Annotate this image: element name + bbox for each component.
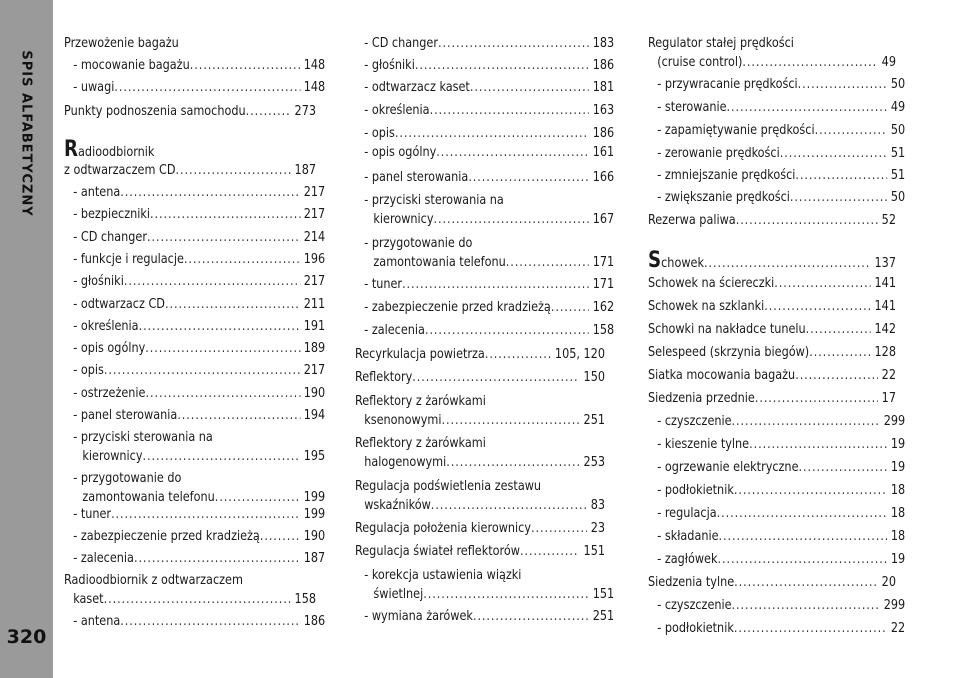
index-entry: Reflektory z żarówkami halogenowymi ..... 253 bbox=[355, 434, 605, 472]
index-entry: - głośniki ..... 186 bbox=[355, 56, 614, 75]
index-entry: - przygotowanie do zamontowania telefonu ..... 171 bbox=[355, 234, 614, 272]
index-entry: - odtwarzacz kaset ..... 181 bbox=[355, 78, 614, 97]
index-entry: - opis ..... 217 bbox=[64, 361, 325, 380]
index-entry: z odtwarzaczem CD ..... 187 bbox=[64, 161, 316, 180]
index-entry: - kieszenie tylne ..... 19 bbox=[648, 435, 905, 454]
index-entry: - panel sterowania ..... 166 bbox=[355, 168, 614, 187]
index-entry: Schowki na nakładce tunelu ..... 142 bbox=[648, 320, 896, 339]
index-entry: - regulacja ..... 18 bbox=[648, 504, 905, 523]
index-entry: - tuner ..... 199 bbox=[64, 505, 325, 524]
index-entry: Siedzenia tylne ..... 20 bbox=[648, 573, 896, 592]
index-entry: - zerowanie prędkości ..... 51 bbox=[648, 144, 905, 163]
index-entry: - podłokietnik ..... 22 bbox=[648, 619, 905, 638]
index-entry: - bezpieczniki ..... 217 bbox=[64, 205, 325, 224]
index-entry: - zagłówek ..... 19 bbox=[648, 550, 905, 569]
index-entry: - czyszczenie ..... 299 bbox=[648, 596, 905, 615]
index-entry: - antena ..... 186 bbox=[64, 612, 325, 631]
index-entry: Recyrkulacja powietrza ..... 105, 120 bbox=[355, 345, 605, 364]
index-entry: Regulator stałej prędkości (cruise control) ..... 49 bbox=[648, 34, 896, 72]
index-entry: - zabezpieczenie przed kradzieżą ..... 162 bbox=[355, 298, 614, 317]
page-number: 320 bbox=[6, 626, 47, 648]
index-entry: - opis ogólny ..... 189 bbox=[64, 339, 325, 358]
index-entry: - zwiększanie prędkości ..... 50 bbox=[648, 188, 905, 207]
index-entry: - podłokietnik ..... 18 bbox=[648, 481, 905, 500]
index-entry: - przyciski sterowania na kierownicy ..... 167 bbox=[355, 191, 614, 229]
index-column-1 bbox=[64, 0, 326, 678]
index-entry: Siatka mocowania bagażu ..... 22 bbox=[648, 366, 896, 385]
index-entry: - panel sterowania ..... 194 bbox=[64, 406, 325, 425]
index-entry: Regulacja podświetlenia zestawu wskaźników ..... 83 bbox=[355, 477, 605, 515]
index-entry: Radioodbiornik z odtwarzaczem kaset ..... 158 bbox=[64, 571, 316, 609]
index-entry: Radioodbiornik bbox=[64, 137, 155, 162]
index-entry: - ostrzeżenie ..... 190 bbox=[64, 384, 325, 403]
index-entry: - korekcja ustawienia wiązki świetlnej ..... 151 bbox=[355, 566, 614, 604]
index-entry: - przyciski sterowania na kierownicy ..... 195 bbox=[64, 428, 325, 466]
index-entry: - określenia ..... 191 bbox=[64, 317, 325, 336]
index-entry: Schowek na ściereczki ..... 141 bbox=[648, 274, 896, 293]
index-entry: - przywracanie prędkości ..... 50 bbox=[648, 75, 905, 94]
section-title: SPIS ALFABETYCZNY bbox=[18, 49, 34, 217]
index-entry: - zalecenia ..... 158 bbox=[355, 321, 614, 340]
index-entry: - funkcje i regulacje ..... 196 bbox=[64, 250, 325, 269]
index-entry: - CD changer ..... 214 bbox=[64, 228, 325, 247]
index-entry: - ogrzewanie elektryczne ..... 19 bbox=[648, 458, 905, 477]
index-entry: Rezerwa paliwa ..... 52 bbox=[648, 211, 896, 230]
index-entry: - określenia ..... 163 bbox=[355, 101, 614, 120]
index-entry: Selespeed (skrzynia biegów) ..... 128 bbox=[648, 343, 896, 362]
index-entry: - składanie ..... 18 bbox=[648, 527, 905, 546]
index-entry: - zapamiętywanie prędkości ..... 50 bbox=[648, 121, 905, 140]
sidebar bbox=[0, 0, 53, 678]
index-entry: - wymiana żarówek ..... 251 bbox=[355, 607, 614, 626]
index-entry: Regulacja położenia kierownicy ..... 23 bbox=[355, 519, 605, 538]
index-entry: - antena ..... 217 bbox=[64, 183, 325, 202]
index-entry: Reflektory ..... 150 bbox=[355, 368, 605, 387]
index-entry: Regulacja świateł reflektorów ..... 151 bbox=[355, 542, 605, 561]
index-entry: Przewożenie bagażu bbox=[64, 35, 179, 51]
index-entry: - przygotowanie do zamontowania telefonu ..... 199 bbox=[64, 469, 325, 507]
index-entry: - tuner ..... 171 bbox=[355, 275, 614, 294]
index-entry: - opis ogólny ..... 161 bbox=[355, 143, 614, 162]
index-entry: - zmniejszanie prędkości ..... 51 bbox=[648, 166, 905, 185]
index-entry: - sterowanie ..... 49 bbox=[648, 98, 905, 117]
index-entry: - uwagi ..... 148 bbox=[64, 78, 325, 97]
index-entry: Schowek na szklanki ..... 141 bbox=[648, 297, 896, 316]
index-entry: - czyszczenie ..... 299 bbox=[648, 412, 905, 431]
index-entry: - odtwarzacz CD ..... 211 bbox=[64, 295, 325, 314]
index-entry: - zalecenia ..... 187 bbox=[64, 549, 325, 568]
index-entry: - CD changer ..... 183 bbox=[355, 34, 614, 53]
index-entry: Schowek ..... 137 bbox=[648, 251, 896, 273]
index-entry: - zabezpieczenie przed kradzieżą ..... 190 bbox=[64, 527, 325, 546]
index-column-3 bbox=[648, 0, 906, 678]
index-entry: - opis ..... 186 bbox=[355, 124, 614, 143]
index-entry: Punkty podnoszenia samochodu ..... 273 bbox=[64, 102, 316, 121]
index-entry: Siedzenia przednie ..... 17 bbox=[648, 389, 896, 408]
index-entry: Reflektory z żarówkami ksenonowymi ..... 251 bbox=[355, 392, 605, 430]
index-entry: - mocowanie bagażu ..... 148 bbox=[64, 56, 325, 75]
index-column-2 bbox=[355, 0, 615, 678]
index-entry: - głośniki ..... 217 bbox=[64, 272, 325, 291]
